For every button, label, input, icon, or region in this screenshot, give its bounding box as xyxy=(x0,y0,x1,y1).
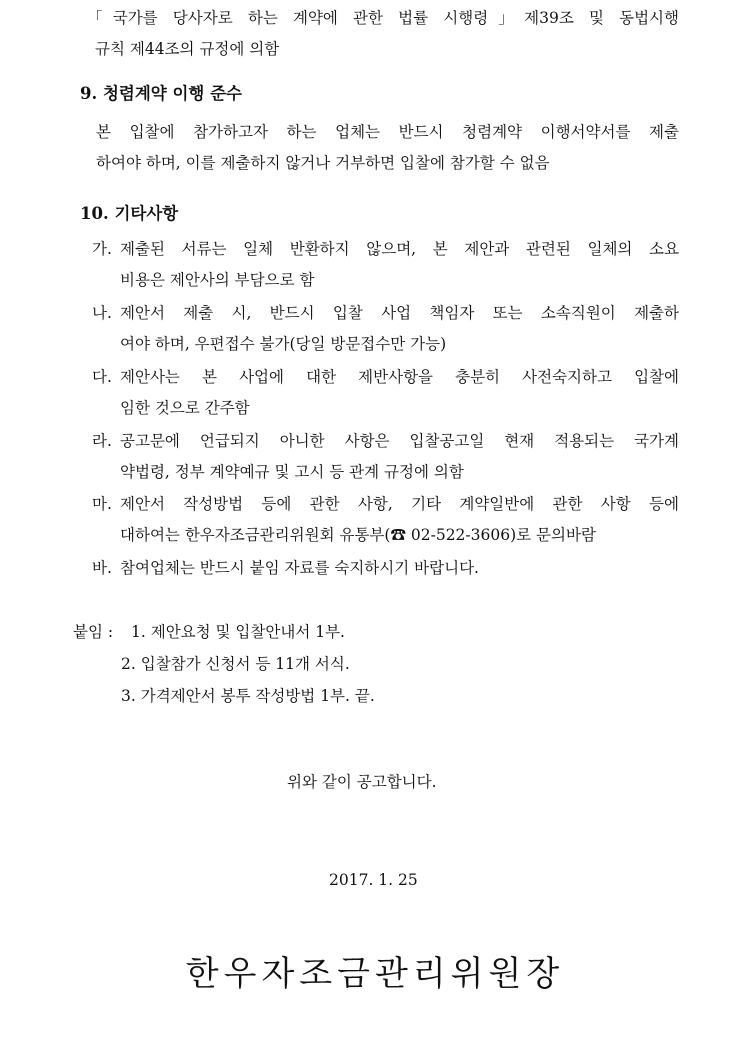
organization-name: 한우자조금관리위원장 xyxy=(185,954,565,994)
intro-line-1: 「국가를 당사자로 하는 계약에 관한 법률 시행령」제39조 및 동법시행 xyxy=(87,9,679,27)
list-item-line-2: 대하여는 한우자조금관리위원회 유통부(☎ 02-522-3606)로 문의바람 xyxy=(120,526,596,544)
attachment-item: 3. 가격제안서 봉투 작성방법 1부. 끝. xyxy=(121,687,375,705)
intro-line-2: 규칙 제44조의 규정에 의함 xyxy=(95,40,280,58)
attachments-label: 붙임 : xyxy=(73,623,114,641)
list-item-line-1: 제안서 제출 시, 반드시 입찰 사업 책임자 또는 소속직원이 제출하 xyxy=(120,304,679,322)
list-item-marker: 라. xyxy=(92,432,112,450)
list-item-marker: 마. xyxy=(92,495,112,513)
section-9-heading: 9. 청렴계약 이행 준수 xyxy=(80,84,242,103)
list-item-line-1: 제안서 작성방법 등에 관한 사항, 기타 계약일반에 관한 사항 등에 xyxy=(120,495,679,513)
list-item-marker: 가. xyxy=(92,240,112,258)
section-10-heading: 10. 기타사항 xyxy=(80,204,179,223)
list-item-line-2: 여야 하며, 우편접수 불가(당일 방문접수만 가능) xyxy=(120,335,447,353)
list-item-marker: 나. xyxy=(92,304,112,322)
list-item-line-1: 제출된 서류는 일체 반환하지 않으며, 본 제안과 관련된 일체의 소요 xyxy=(120,240,679,258)
closing-statement: 위와 같이 공고합니다. xyxy=(287,773,437,791)
list-item-line-1: 공고문에 언급되지 아니한 사항은 입찰공고일 현재 적용되는 국가계 xyxy=(120,432,679,450)
attachment-item: 2. 입찰참가 신청서 등 11개 서식. xyxy=(121,655,350,673)
list-item-line-1: 참여업체는 반드시 붙임 자료를 숙지하시기 바랍니다. xyxy=(120,559,479,577)
section-9-line-2: 하여야 하며, 이를 제출하지 않거나 거부하면 입찰에 참가할 수 없음 xyxy=(96,154,550,172)
list-item-line-2: 비용은 제안사의 부담으로 함 xyxy=(120,271,315,289)
attachment-item: 1. 제안요청 및 입찰안내서 1부. xyxy=(131,623,345,641)
notice-date: 2017. 1. 25 xyxy=(329,871,418,889)
list-item-line-2: 약법령, 정부 계약예규 및 고시 등 관계 규정에 의함 xyxy=(120,463,464,481)
list-item-line-1: 제안사는 본 사업에 대한 제반사항을 충분히 사전숙지하고 입찰에 xyxy=(120,368,679,386)
section-9-line-1: 본 입찰에 참가하고자 하는 업체는 반드시 청렴계약 이행서약서를 제출 xyxy=(96,123,679,141)
list-item-marker: 다. xyxy=(92,368,112,386)
list-item-line-2: 임한 것으로 간주함 xyxy=(120,399,250,417)
list-item-marker: 바. xyxy=(92,559,112,577)
